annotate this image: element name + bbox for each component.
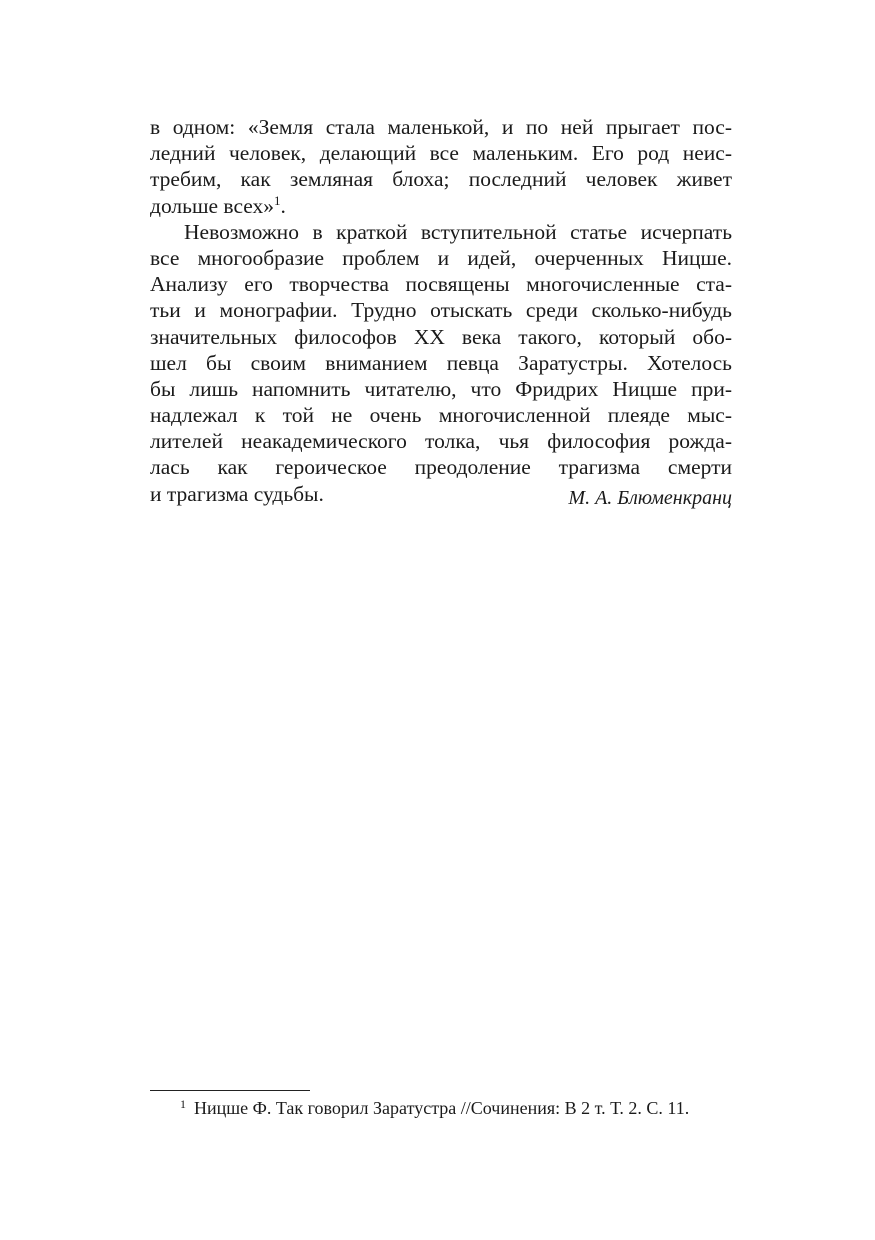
footnote-reference[interactable]: 1 [274, 192, 281, 208]
author-signature: М. А. Блюменкранц [568, 487, 732, 509]
text-line: Невозможно в краткой вступительной статье исчерпать [184, 219, 732, 244]
text-line: лась как героическое преодоление трагизма смерти [150, 455, 732, 480]
text-line: требим, как земляная блоха; последний человек живет [150, 167, 732, 192]
text-line: лителей неакадемического толка, чья философия рожда- [150, 429, 732, 454]
text-line: надлежал к той не очень многочисленной плеяде мыс- [150, 403, 732, 428]
body-text [150, 114, 732, 507]
footnote-text: Ницше Ф. Так говорил Заратустра //Сочинения: В 2 т. Т. 2. С. 11. [194, 1098, 690, 1118]
text-line-end: . [280, 193, 286, 218]
footnote [180, 1098, 689, 1119]
text-line: Анализу его творчества посвящены многочисленные ста- [150, 272, 732, 297]
text-line: тьи и монографии. Трудно отыскать среди сколько-нибудь [150, 298, 732, 323]
text-line-content: дольше всех» [150, 193, 275, 218]
text-line: в одном: «Земля стала маленькой, и по ней прыгает пос- [150, 115, 732, 139]
footnote-marker: 1 [180, 1097, 186, 1111]
text-line: значительных философов XX века такого, который обо- [150, 324, 732, 349]
footnote-divider [150, 1090, 310, 1091]
text-line: и трагизма судьбы. [150, 481, 324, 506]
text-line: шел бы своим вниманием певца Заратустры. Хотелось [150, 350, 732, 375]
text-line-with-footnote-ref [150, 193, 732, 219]
text-line: все многообразие проблем и идей, очерченных Ницше. [150, 245, 732, 270]
text-line: ледний человек, делающий все маленьким. Его род неис- [150, 141, 732, 166]
text-line: бы лишь напомнить читателю, что Фридрих Ницше при- [150, 376, 732, 401]
